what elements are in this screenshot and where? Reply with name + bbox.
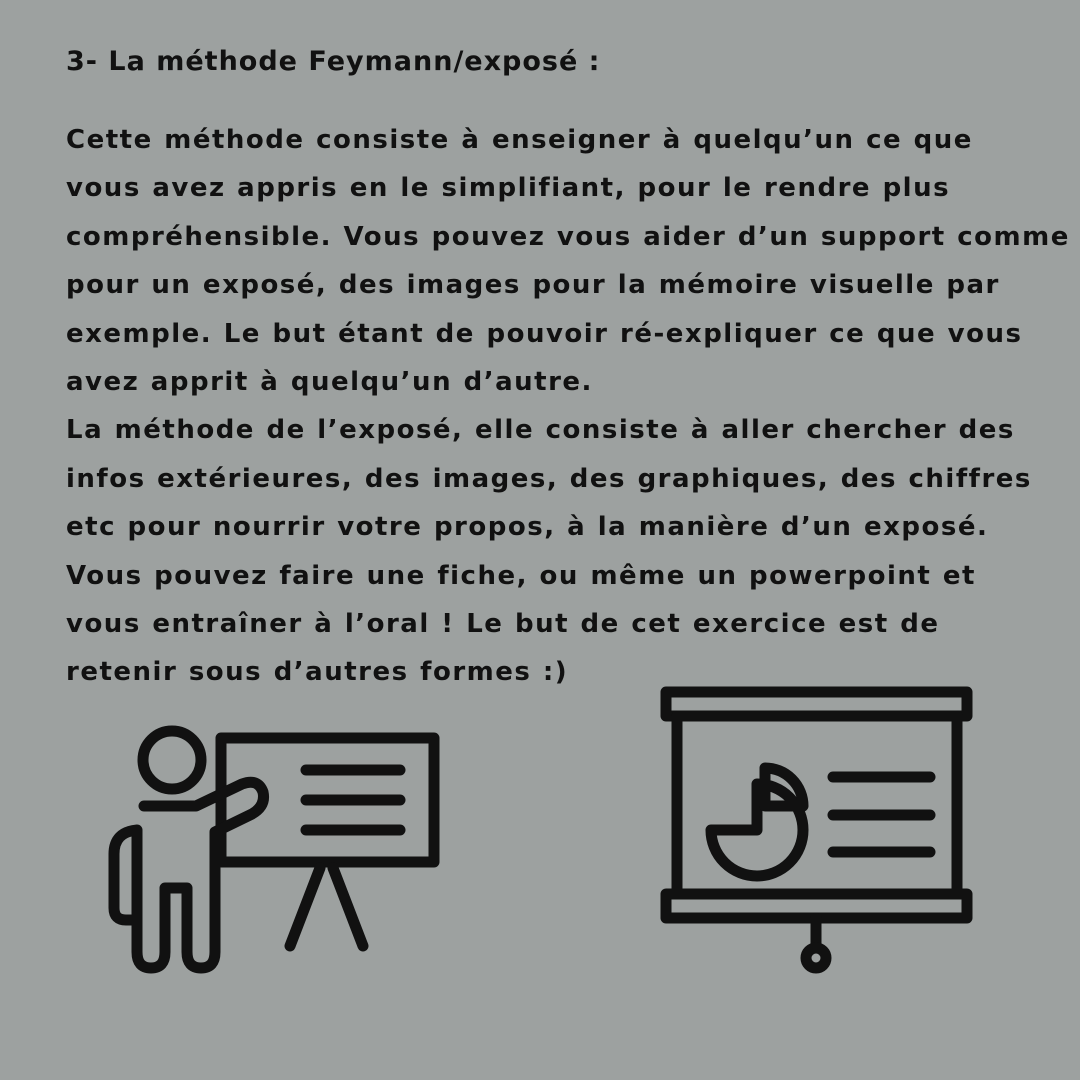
body-line: infos extérieures, des images, des graphiques, des chiffres (66, 463, 1032, 494)
body-line: pour un exposé, des images pour la mémoire visuelle par (66, 270, 1000, 301)
body-line: exemple. Le but étant de pouvoir ré-expliquer ce que vous (66, 318, 1023, 349)
body-line: vous avez appris en le simplifiant, pour le rendre plus (66, 173, 951, 204)
teacher-presenting-icon (100, 720, 450, 980)
body-line: vous entraîner à l’oral ! Le but de cet exercice est de (66, 609, 940, 640)
body-line: Vous pouvez faire une fiche, ou même un powerpoint et (66, 560, 976, 591)
body-line: avez apprit à quelqu’un d’autre. (66, 367, 593, 398)
body-line: etc pour nourrir votre propos, à la manière d’un exposé. (66, 512, 989, 543)
body-line: retenir sous d’autres formes :) (66, 657, 569, 688)
body-line: Cette méthode consiste à enseigner à quelqu’un ce que (66, 125, 973, 155)
projector-screen-chart-icon (655, 680, 980, 980)
body-line: La méthode de l’exposé, elle consiste à aller chercher des (66, 415, 1015, 446)
body-line: compréhensible. Vous pouvez vous aider d’un support comme (66, 221, 1070, 252)
section-heading: 3- La méthode Feymann/exposé : (66, 46, 601, 77)
body-paragraph (66, 116, 1070, 697)
